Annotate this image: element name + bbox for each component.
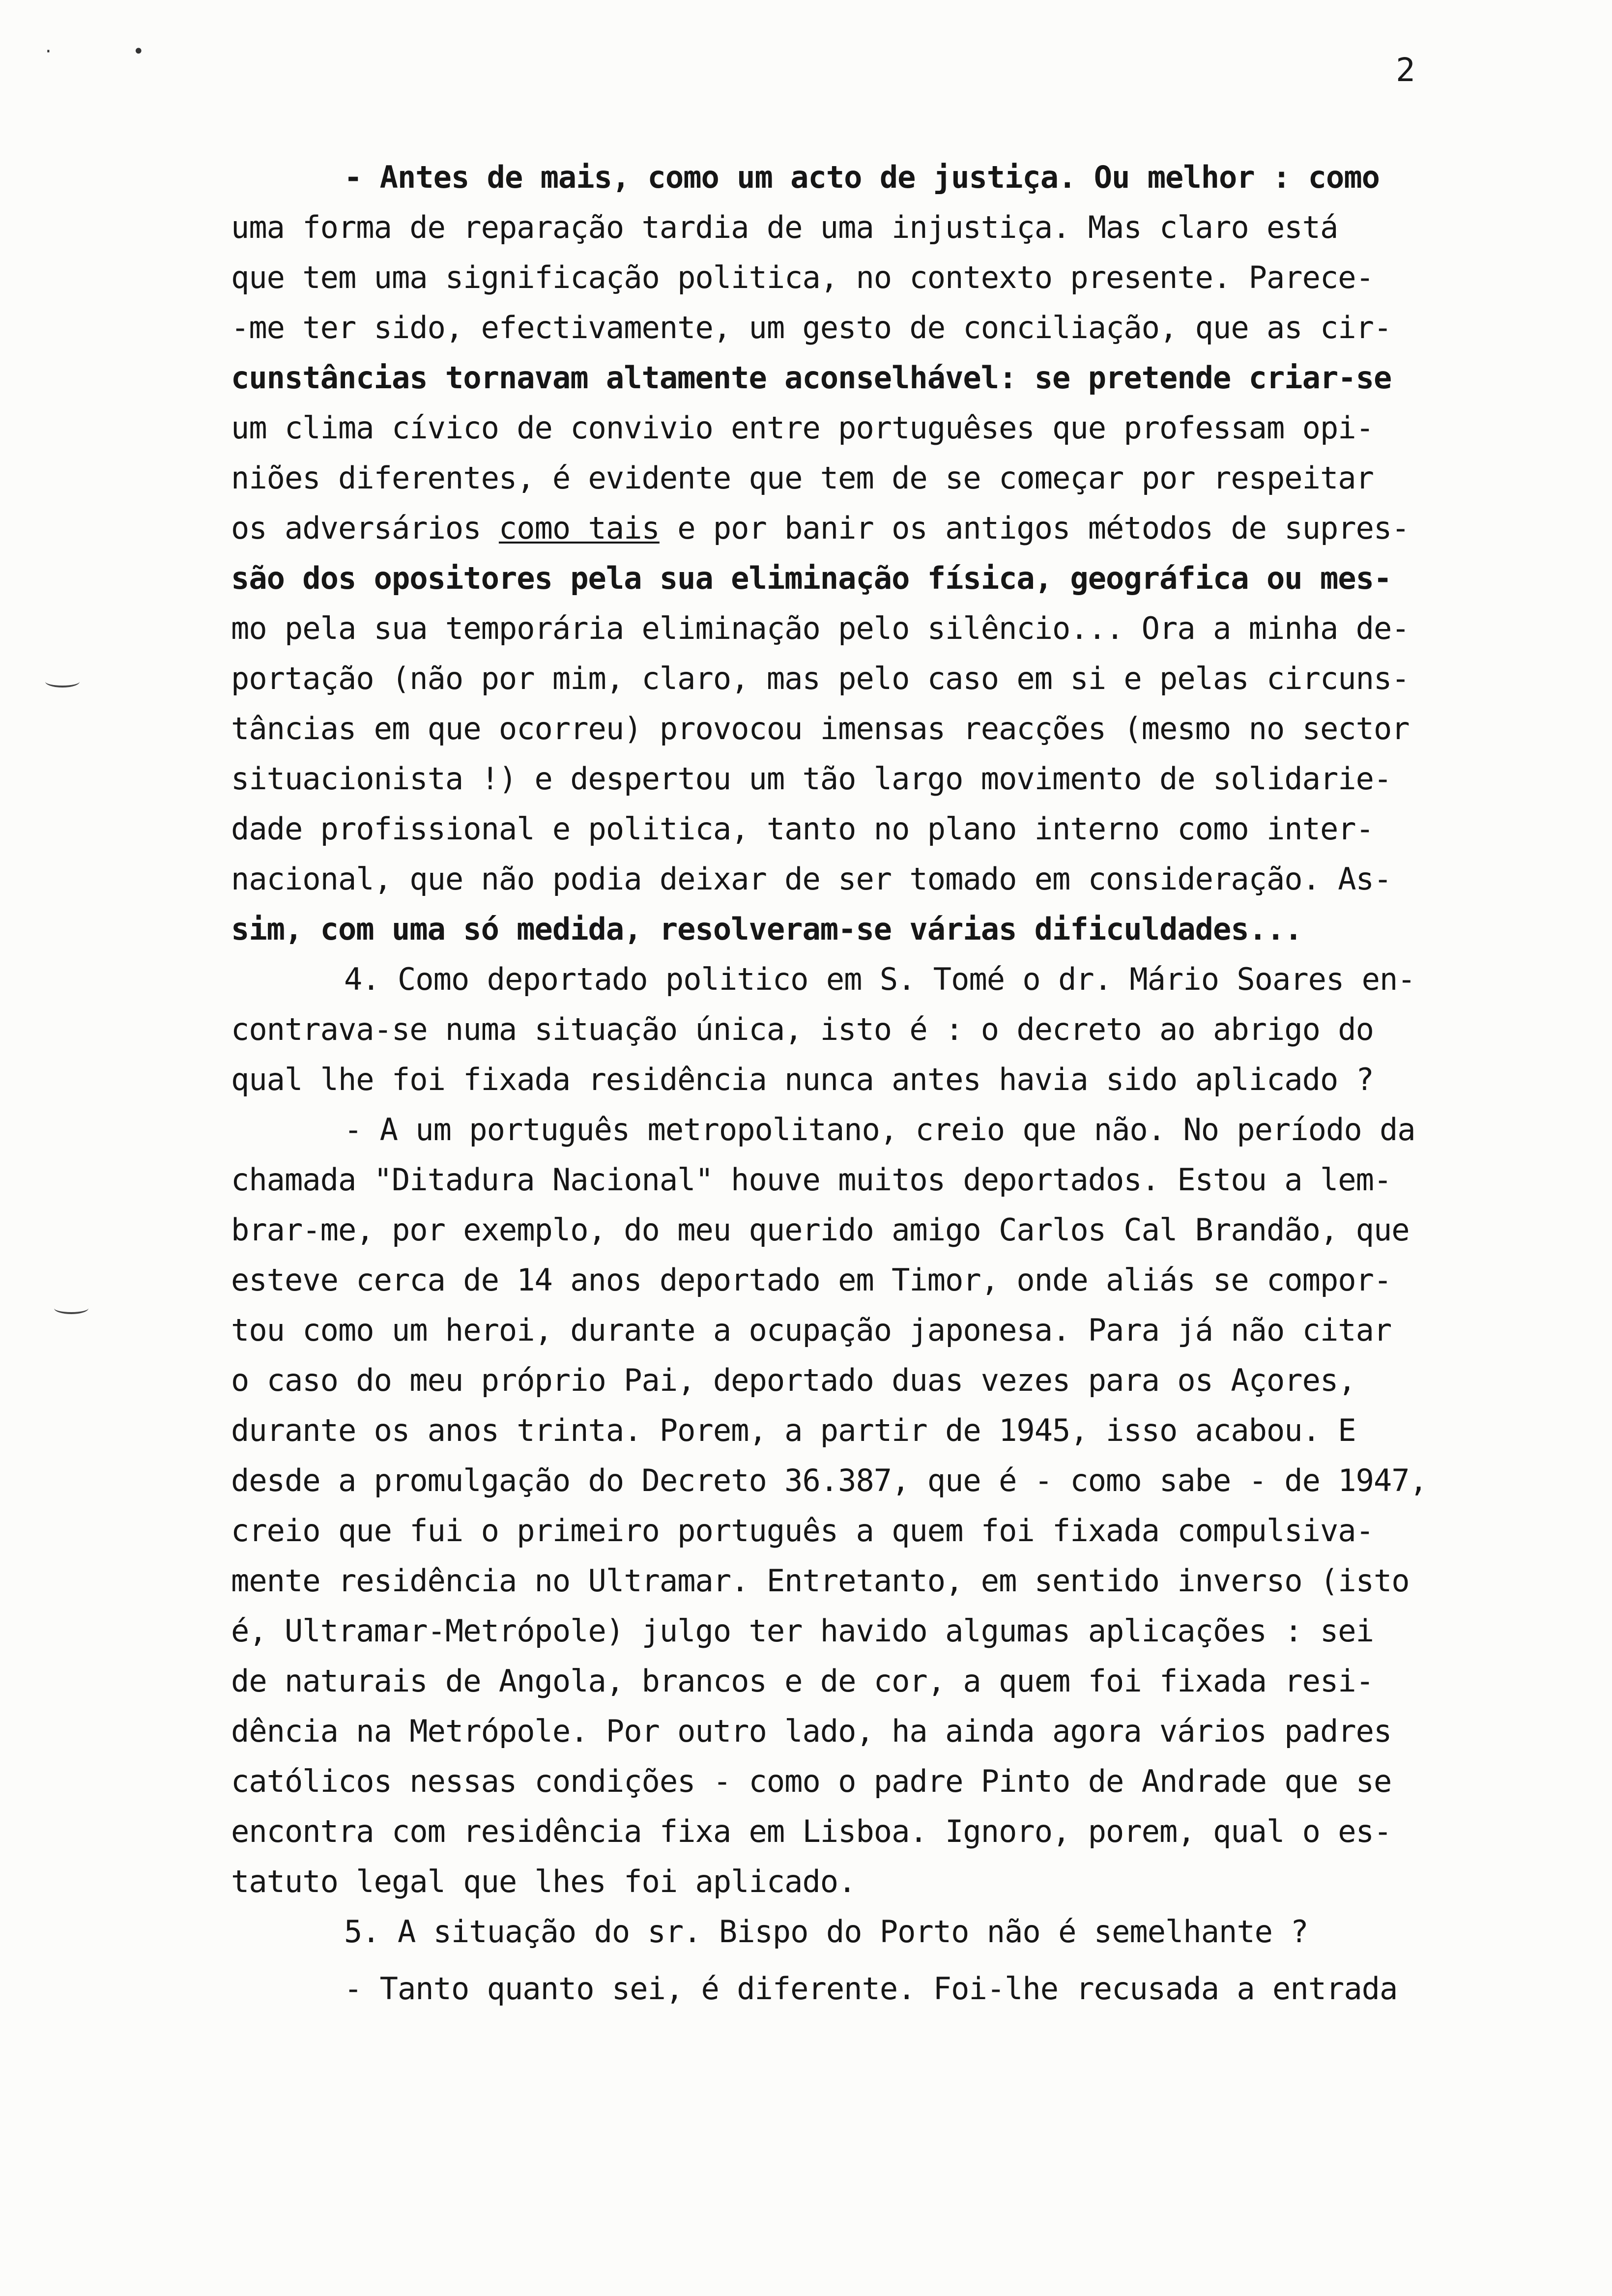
text-line: mo pela sua temporária eliminação pelo silêncio... Ora a minha de- xyxy=(231,610,1410,646)
text-line: desde a promulgação do Decreto 36.387, que é - como sabe - de 1947, xyxy=(231,1463,1427,1498)
text-line: contrava-se numa situação única, isto é : o decreto ao abrigo do xyxy=(231,1011,1374,1047)
text-line: dade profissional e politica, tanto no plano interno como inter- xyxy=(231,811,1374,847)
text-line: um clima cívico de convivio entre portuguêses que professam opi- xyxy=(231,410,1374,446)
text-line: - A um português metropolitano, creio que não. No período da xyxy=(344,1112,1415,1148)
text-line: - Tanto quanto sei, é diferente. Foi-lhe recusada a entrada xyxy=(344,1971,1398,2007)
text-line: é, Ultramar-Metrópole) julgo ter havido algumas aplicações : sei xyxy=(231,1613,1374,1649)
text-line: creio que fui o primeiro português a quem foi fixada compulsiva- xyxy=(231,1513,1374,1549)
text-line: portação (não por mim, claro, mas pelo caso em si e pelas circuns- xyxy=(231,660,1410,696)
text-line: 4. Como deportado politico em S. Tomé o dr. Mário Soares en- xyxy=(344,961,1415,997)
text-line: niões diferentes, é evidente que tem de se começar por respeitar xyxy=(231,460,1374,496)
text-line: -me ter sido, efectivamente, um gesto de conciliação, que as cir- xyxy=(231,310,1392,345)
typewritten-text xyxy=(231,152,1597,2014)
text-line xyxy=(231,503,1597,553)
scan-speck: · xyxy=(45,40,52,63)
underlined-phrase: como tais xyxy=(498,510,660,546)
text-line: esteve cerca de 14 anos deportado em Timor, onde aliás se compor- xyxy=(231,1262,1392,1298)
text-line: são dos opositores pela sua eliminação física, geográfica ou mes- xyxy=(231,560,1392,596)
text-line: situacionista !) e despertou um tão largo movimento de solidarie- xyxy=(231,761,1392,797)
text-segment: e por banir os antigos métodos de supres- xyxy=(659,510,1410,546)
page-number: 2 xyxy=(1396,51,1415,89)
text-line: católicos nessas condições - como o padre Pinto de Andrade que se xyxy=(231,1763,1392,1799)
text-line: sim, com uma só medida, resolveram-se várias dificuldades... xyxy=(231,911,1302,947)
scan-speck: • xyxy=(133,40,144,63)
text-line: tatuto legal que lhes foi aplicado. xyxy=(231,1864,856,1899)
text-segment: os adversários xyxy=(231,510,499,546)
text-line: - Antes de mais, como um acto de justiça. Ou melhor : como xyxy=(344,159,1380,195)
text-line: nacional, que não podia deixar de ser tomado em consideração. As- xyxy=(231,861,1392,897)
text-line: cunstâncias tornavam altamente aconselhável: se pretende criar-se xyxy=(231,360,1392,396)
text-line: tâncias em que ocorreu) provocou imensas reacções (mesmo no sector xyxy=(231,711,1410,746)
margin-mark xyxy=(54,1302,88,1314)
text-line: chamada "Ditadura Nacional" houve muitos deportados. Estou a lem- xyxy=(231,1162,1392,1198)
text-line: de naturais de Angola, brancos e de cor, a quem foi fixada resi- xyxy=(231,1663,1374,1699)
text-line: encontra com residência fixa em Lisboa. Ignoro, porem, qual o es- xyxy=(231,1813,1392,1849)
text-line: qual lhe foi fixada residência nunca antes havia sido aplicado ? xyxy=(231,1062,1374,1097)
text-line: o caso do meu próprio Pai, deportado duas vezes para os Açores, xyxy=(231,1362,1356,1398)
text-line: mente residência no Ultramar. Entretanto, em sentido inverso (isto xyxy=(231,1563,1410,1599)
text-line: brar-me, por exemplo, do meu querido amigo Carlos Cal Brandão, que xyxy=(231,1212,1410,1248)
text-line: uma forma de reparação tardia de uma injustiça. Mas claro está xyxy=(231,209,1338,245)
text-line: dência na Metrópole. Por outro lado, ha ainda agora vários padres xyxy=(231,1713,1392,1749)
text-line: que tem uma significação politica, no contexto presente. Parece- xyxy=(231,259,1374,295)
text-line: tou como um heroi, durante a ocupação japonesa. Para já não citar xyxy=(231,1312,1392,1348)
text-line: 5. A situação do sr. Bispo do Porto não é semelhante ? xyxy=(344,1914,1308,1950)
text-line: durante os anos trinta. Porem, a partir de 1945, isso acabou. E xyxy=(231,1412,1356,1448)
margin-mark xyxy=(45,676,80,688)
